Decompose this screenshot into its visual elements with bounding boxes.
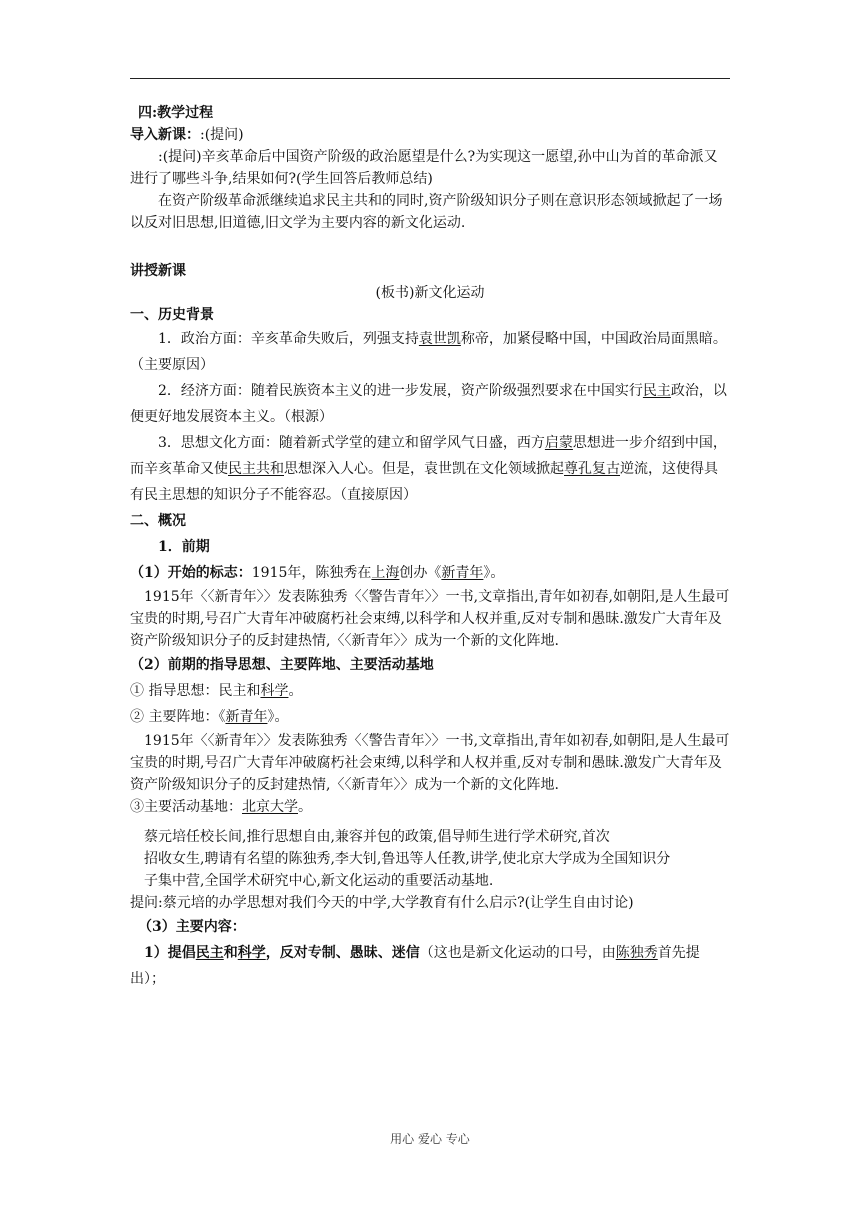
main-front: ② 主要阵地：《新青年》。 <box>130 709 289 725</box>
intro-label: 导入新课 <box>130 127 186 143</box>
new-youth-paragraph: 1915年〈〈新青年〉〉发表陈独秀〈〈警告青年〉〉一书,文章指出,青年如初春,如朝阳,是人生最可宝贵的时期,号召广大青年冲破腐朽社会束缚,以科学和人权并重,反对专制和愚昧.激发广大青年及资产阶级知识分子的反封建热情,〈〈新青年〉〉成为一个新的文化阵地. <box>130 589 730 649</box>
intro-summary: 在资产阶级革命派继续追求民主共和的同时,资产阶级知识分子则在意识形态领域掀起了一场以反对旧思想,旧道德,旧文学为主要内容的新文化运动. <box>130 193 723 231</box>
board-title: (板书)新文化运动 <box>375 285 485 301</box>
background-political: 1．政治方面：辛亥革命失败后，列强支持袁世凯称帝，加紧侵略中国，中国政治局面黑暗。（主要原因） <box>130 331 727 373</box>
guiding-ideology: ① 指导思想：民主和科学。 <box>130 683 303 699</box>
underlined-term: 民主 <box>642 383 671 399</box>
early-period-title: 1．前期 <box>158 539 210 555</box>
underlined-term: 民主共和 <box>228 461 284 477</box>
underlined-term: 陈独秀 <box>615 945 658 961</box>
page-footer: 用心 爱心 专心 <box>390 1132 470 1146</box>
discussion-question: 提问:蔡元培的办学思想对我们今天的中学,大学教育有什么启示?(让学生自由讨论) <box>130 895 634 911</box>
underlined-term: 启蒙 <box>544 435 573 451</box>
underlined-term: 新青年 <box>225 709 268 725</box>
main-content-item-1: 1）提倡民主和科学，反对专制、愚昧、迷信（这也是新文化运动的口号，由陈独秀首先提出）； <box>130 945 700 987</box>
main-content-heading: （3）主要内容： <box>138 919 246 935</box>
underlined-term: 袁世凯 <box>418 331 461 347</box>
start-marker: （1）开始的标志：1915年，陈独秀在上海创办《新青年》。 <box>130 565 505 581</box>
underlined-term: 科学 <box>237 945 266 961</box>
intro-heading: 导入新课：:(提问) <box>130 127 244 143</box>
intro-after-label: :(提问) <box>200 127 244 143</box>
cai-yuanpei-line-2: 招收女生,聘请有名望的陈独秀,李大钊,鲁迅等人任教,讲学,使北京大学成为全国知识分 <box>144 851 671 867</box>
new-youth-paragraph-2: 1915年〈〈新青年〉〉发表陈独秀〈〈警告青年〉〉一书,文章指出,青年如初春,如朝阳,是人生最可宝贵的时期,号召广大青年冲破腐朽社会束缚,以科学和人权并重,反对专制和愚昧.激发广大青年及资产阶级知识分子的反封建热情,〈〈新青年〉〉成为一个新的文化阵地. <box>130 733 730 793</box>
underlined-term: 尊孔复古 <box>564 461 620 477</box>
section-title-teaching-process: 四:教学过程 <box>138 105 214 121</box>
header-rule <box>130 78 730 79</box>
background-economic: 2．经济方面：随着民族资本主义的进一步发展，资产阶级强烈要求在中国实行民主政治，以便更好地发展资本主义。（根源） <box>130 383 727 425</box>
cai-yuanpei-line-3: 子集中营,全国学术研究中心,新文化运动的重要活动基地. <box>144 873 494 889</box>
underlined-term: 北京大学 <box>242 799 298 815</box>
underlined-term: 科学 <box>260 683 289 699</box>
underlined-term: 新青年 <box>441 565 484 581</box>
lecture-title: 讲授新课 <box>130 263 186 279</box>
background-cultural: 3．思想文化方面：随着新式学堂的建立和留学风气日盛，西方启蒙思想进一步介绍到中国，而辛亥革命又使民主共和思想深入人心。但是，袁世凯在文化领域掀起尊孔复古逆流，这使得具有民主思想的知识分子不能容忍。（直接原因） <box>130 435 727 503</box>
early-guidance-heading: （2）前期的指导思想、主要阵地、主要活动基地 <box>130 657 434 673</box>
underlined-term: 上海 <box>371 565 400 581</box>
section-overview-title: 二、概况 <box>130 513 186 529</box>
cai-yuanpei-line-1: 蔡元培任校长间,推行思想自由,兼容并包的政策,倡导师生进行学术研究,首次 <box>144 829 610 845</box>
intro-question: :(提问)辛亥革命后中国资产阶级的政治愿望是什么?为实现这一愿望,孙中山为首的革命派又进行了哪些斗争,结果如何?(学生回答后教师总结) <box>130 149 718 187</box>
document-body <box>130 102 730 992</box>
main-base: ③主要活动基地：北京大学。 <box>130 799 312 815</box>
underlined-term: 民主 <box>195 945 224 961</box>
section-background-title: 一、历史背景 <box>130 307 214 323</box>
